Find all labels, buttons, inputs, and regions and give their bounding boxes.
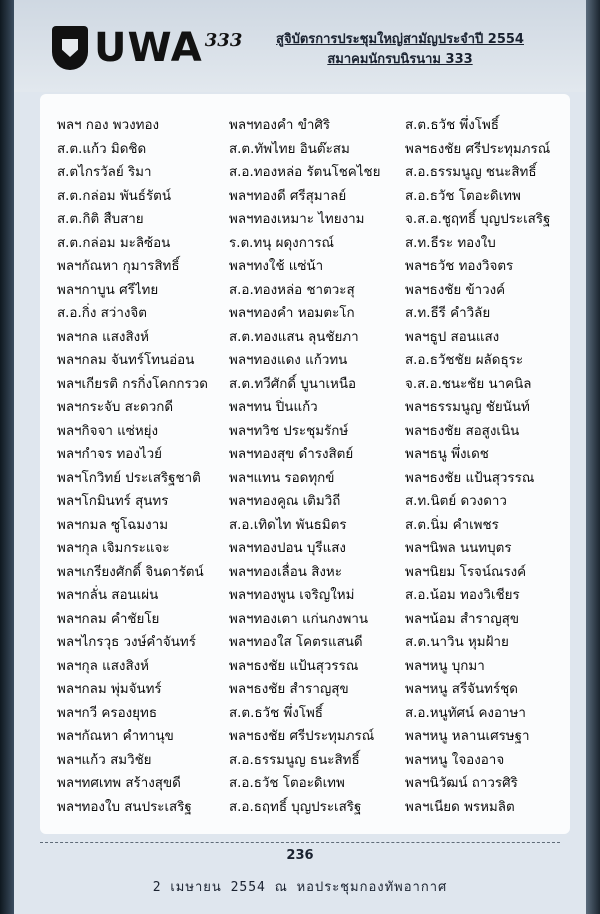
list-item: พลฯกำจร ทองไวย์ — [57, 447, 162, 462]
list-item: พลฯนิวัฒน์ ถาวรศิริ — [405, 776, 518, 791]
list-item: พลฯกล แสงสิงห์ — [57, 329, 150, 345]
list-item: พลฯกัณหา กุมารสิทธิ์ — [57, 259, 180, 274]
list-item: จ.ส.อ.ชูฤทธิ์ บุญประเสริฐ — [405, 212, 551, 227]
list-item: พลฯธงชัย ข้าวงค์ — [405, 282, 506, 298]
list-item: พลฯหนู สรีจันทร์ชุด — [405, 682, 518, 697]
list-item: พลฯทองใส โคตรแสนดี — [229, 635, 363, 650]
list-item: ส.อ.ธรรมนูญ ธนะสิทธิ์ — [229, 752, 360, 768]
list-item: ร.ต.ทนุ ผดุงการณ์ — [229, 235, 334, 251]
list-item: พลฯธงชัย สำราญสุข — [229, 682, 349, 697]
list-item: ส.อ.ธวัช โตอะดิเทพ — [405, 188, 521, 204]
list-item: พลฯธวัช ทองวิจตร — [405, 259, 514, 274]
list-item: พลฯกลม พุ่มจันทร์ — [57, 682, 162, 697]
list-item: พลฯธงชัย แป้นสุวรรณ — [229, 658, 359, 674]
footer-divider — [40, 842, 560, 843]
name-column-2 — [229, 114, 407, 819]
list-item: ส.ต.กิติ สืบสาย — [57, 212, 144, 227]
list-item: ส.อ.เทิดไท พันธมิตร — [229, 517, 347, 533]
list-item: พลฯกลั่น สอนเผ่น — [57, 588, 159, 603]
list-item: ส.ต.ทวีศักดิ์ บูนาเหนือ — [229, 376, 357, 392]
page-title: สูจิบัตรการประชุมใหญ่สามัญประจำปี 2554 — [276, 32, 524, 47]
list-item: พลฯทองสุข ดำรงสิตย์ — [229, 447, 354, 462]
list-item: พลฯเนียด พรหมลิต — [405, 799, 515, 815]
list-item: พลฯแทน รอดทุกข์ — [229, 470, 335, 486]
list-item: ส.อ.ธฤทธิ์ บุญประเสริฐ — [229, 799, 362, 815]
list-item: ส.อ.ทองหล่อ ชาตวะสุ — [229, 282, 355, 298]
list-item: ส.อ.น้อม ทองวิเชียร — [405, 588, 520, 603]
list-item: พลฯทองพูน เจริญใหม่ — [229, 588, 355, 603]
list-item: พลฯทศเทพ สร้างสุขดี — [57, 776, 181, 791]
list-item: ส.ต.กล่อม มะลิซ้อน — [57, 235, 171, 251]
list-item: ส.ต.ธวัช พึ่งโพธิ์ — [229, 705, 323, 721]
list-item: พลฯกระจับ สะดวกดี — [57, 400, 174, 415]
shield-icon — [52, 26, 88, 70]
list-item: ส.ต.นาวิน หุมฝ้าย — [405, 635, 509, 650]
list-item: พลฯกมล ซูโฉมงาม — [57, 517, 169, 533]
list-item: พลฯกิจจา แซ่หยุ่ง — [57, 423, 159, 439]
binding-edge-right — [586, 0, 600, 914]
list-item: พลฯธงชัย แป้นสุวรรณ — [405, 470, 535, 486]
list-item: พลฯทวิช ประชุมรักษ์ — [229, 423, 349, 439]
list-item: ส.ต.แก้ว มิดชิด — [57, 141, 147, 157]
list-item: พลฯทองคำ หอมตะโก — [229, 306, 355, 321]
list-item: พลฯโกวิทย์ ประเสริฐชาติ — [57, 470, 201, 486]
list-item: พลฯเกรียงศักดิ์ จินดารัตน์ — [57, 564, 204, 580]
list-item: พลฯธรรมนูญ ชัยนันท์ — [405, 400, 530, 415]
page-subtitle: สมาคมนักรบนิรนาม 333 — [327, 52, 473, 67]
list-item: ส.อ.ธวัชชัย ผลัดธุระ — [405, 353, 524, 368]
list-item: พลฯน้อม สำราญสุข — [405, 611, 519, 627]
list-item: พลฯกลม จันทร์โทนอ่อน — [57, 353, 195, 368]
list-item: จ.ส.อ.ชนะชัย นาคนิล — [405, 376, 532, 392]
list-item: ส.อ.ธรรมนูญ ชนะสิทธิ์ — [405, 165, 537, 180]
list-item: พลฯทน ปิ่นแก้ว — [229, 400, 318, 415]
list-item: พลฯทองคำ ขำศิริ — [229, 118, 331, 133]
list-item: ส.ตไกรวัลย์ ริมา — [57, 165, 152, 180]
list-item: พลฯกุล เจิมกระแจะ — [57, 541, 170, 556]
list-item: พลฯกุล แสงสิงห์ — [57, 658, 150, 674]
list-item: พลฯทองดี ศรีสุมาลย์ — [229, 188, 347, 204]
list-item: ส.ต.ทัพไทย อินต๊ะสม — [229, 141, 350, 157]
list-item: พลฯธงชัย ศรีประทุมภรณ์ — [405, 141, 551, 157]
list-item: พลฯทองแดง แก้วทน — [229, 353, 348, 368]
list-item: พลฯไกรวุธ วงษ์คำจันทร์ — [57, 635, 196, 650]
list-item: พลฯกลม คำชัยโย — [57, 611, 160, 627]
list-item: พลฯทองเหมาะ ไทยงาม — [229, 212, 365, 227]
list-item: พลฯธงชัย ศรีประทุมภรณ์ — [229, 729, 375, 744]
list-item: พลฯทองใบ สนประเสริฐ — [57, 799, 192, 815]
list-item: ส.อ.กิ่ง สว่างจิต — [57, 306, 147, 321]
list-item: พลฯนิยม โรจน์ณรงค์ — [405, 564, 527, 580]
list-item: ส.ต.ทองแสน ลุนชัยภา — [229, 329, 359, 345]
uwa-logo — [52, 22, 242, 74]
list-item: พลฯโกมินทร์ สุนทร — [57, 494, 169, 509]
list-item: พลฯหนู ใจองอาจ — [405, 752, 505, 768]
list-item: พลฯหนู หลานเศรษฐา — [405, 729, 530, 744]
name-column-3 — [405, 114, 583, 819]
list-item: ส.อ.หนูทัศน์ คงอาษา — [405, 705, 526, 721]
list-item: ส.อ.ทองหล่อ รัตนโชคไชย — [229, 165, 381, 180]
list-item: พลฯหนู บุกมา — [405, 658, 485, 674]
list-item: พลฯทองเลื่อน สิงหะ — [229, 564, 342, 580]
list-item: พลฯทองเตา แก่นกงพาน — [229, 611, 369, 627]
page-number: 236 — [286, 848, 314, 863]
list-item: ส.ต.ธวัช พึ่งโพธิ์ — [405, 118, 499, 133]
list-item: พลฯ กอง พวงทอง — [57, 118, 160, 133]
list-item: ส.ท.นิตย์ ดวงดาว — [405, 494, 507, 509]
binding-edge-left — [0, 0, 14, 914]
name-column-1 — [57, 114, 235, 819]
list-item: พลฯทองคูณ เติมวิถี — [229, 494, 341, 509]
list-item: พลฯทงใช้ แซ่น้า — [229, 259, 324, 274]
logo-text: UWA — [94, 25, 203, 71]
logo-number: 333 — [204, 29, 243, 51]
list-item: พลฯธงชัย สอสูงเนิน — [405, 423, 520, 439]
list-item: พลฯกัณหา คำทานุข — [57, 729, 174, 744]
list-item: ส.ต.นิ่ม คำเพชร — [405, 517, 499, 533]
list-item: พลฯนิพล นนทบุตร — [405, 541, 512, 556]
list-item: ส.ต.กล่อม พันธ์รัตน์ — [57, 188, 172, 204]
list-item: พลฯธนู พึ่งเดช — [405, 447, 489, 462]
list-item: ส.ท.ธีระ ทองใบ — [405, 235, 496, 251]
list-item: พลฯธูป สอนแสง — [405, 329, 500, 345]
list-item: พลฯทองปอน บุรีแสง — [229, 541, 346, 556]
list-item: พลฯเกียรติ กรกิ่งโคกกรวด — [57, 376, 208, 392]
list-item: ส.อ.ธวัช โตอะดิเทพ — [229, 776, 345, 791]
list-item: ส.ท.ธีรี คำวิลัย — [405, 306, 491, 321]
footer-event-text: 2 เมษายน 2554 ณ หอประชุมกองทัพอากาศ — [152, 880, 448, 895]
list-item: พลฯแก้ว สมวิชัย — [57, 752, 152, 768]
list-item: พลฯกาบูน ศรีไทย — [57, 282, 159, 298]
list-item: พลฯกวี ครองยุทธ — [57, 705, 158, 721]
